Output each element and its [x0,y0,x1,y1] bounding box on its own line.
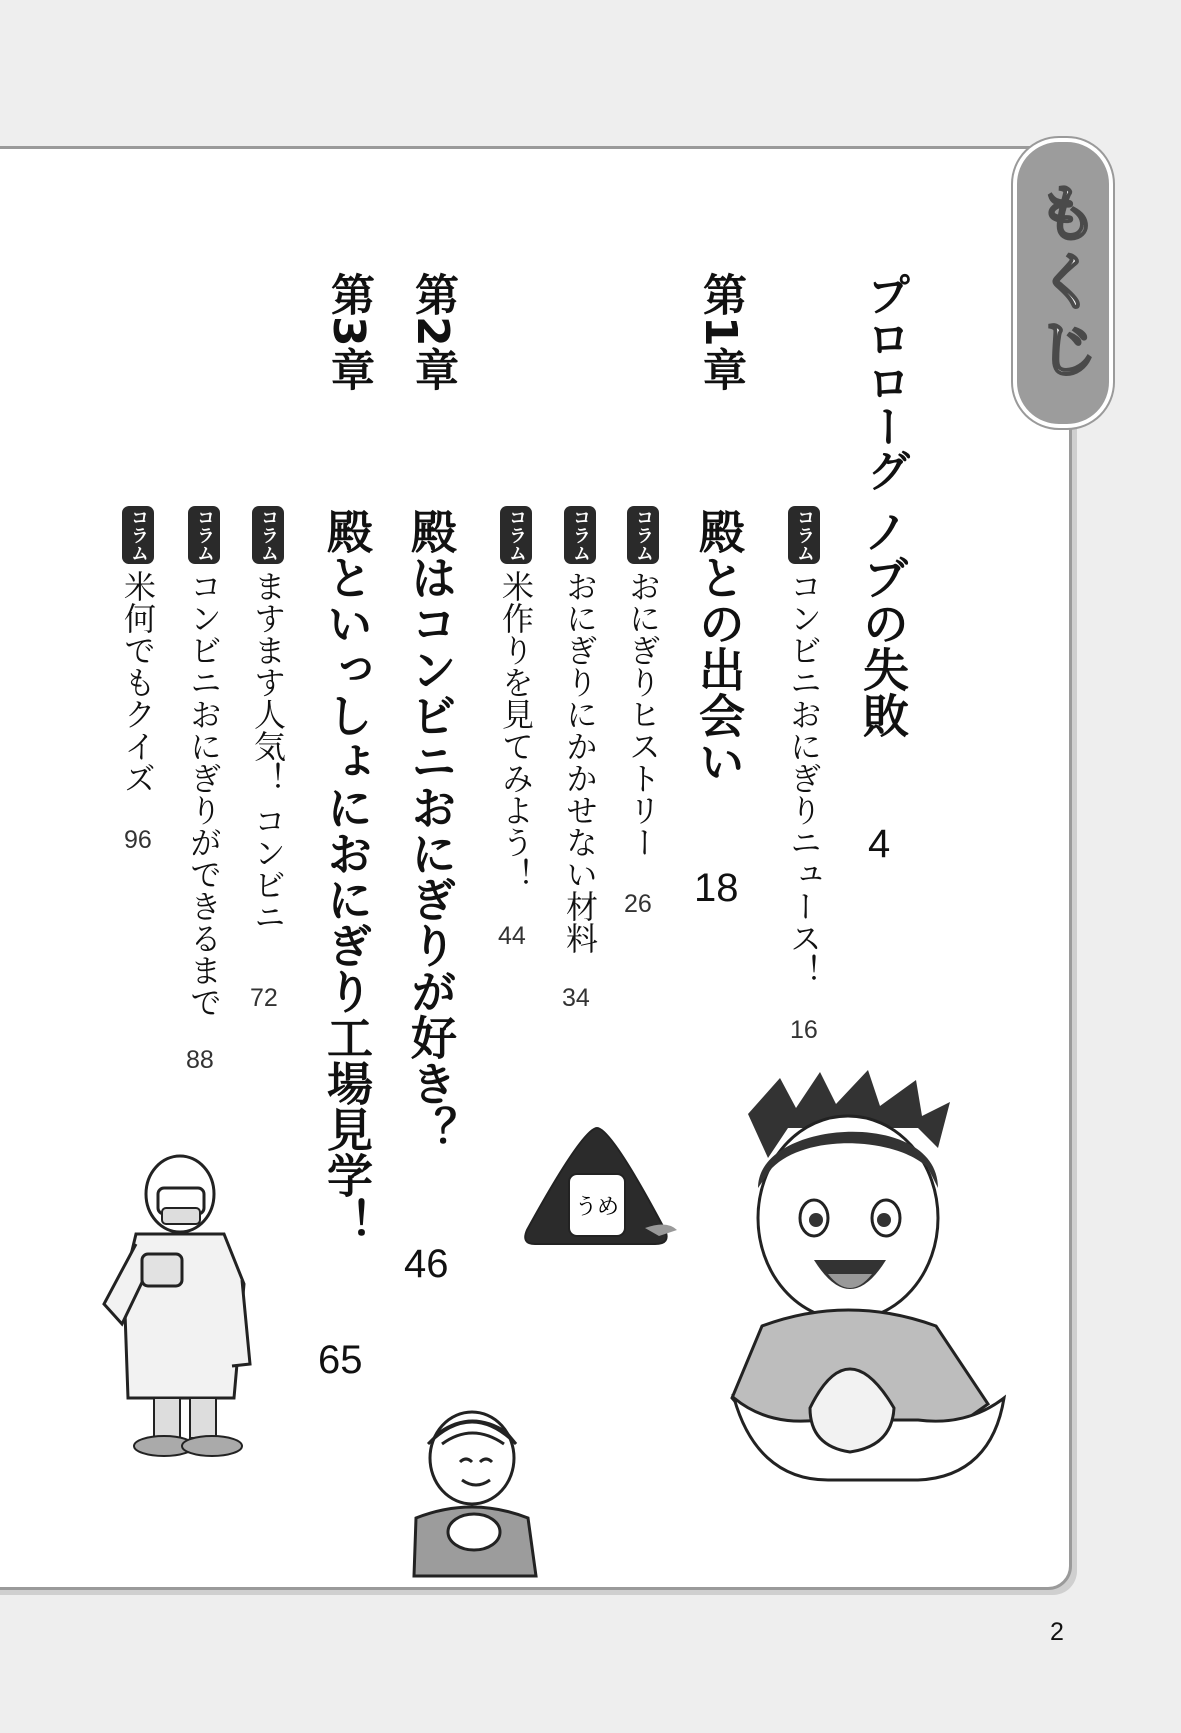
column-page: 26 [624,890,652,918]
onigiri-label: うめ [574,1195,620,1220]
column-item[interactable]: 米何でもクイズ [119,570,157,794]
factory-worker-illustration [102,1152,274,1462]
column-item[interactable]: 米作りを見てみよう！ [497,570,535,890]
column-badge: コラム [122,506,154,564]
chapter1-title[interactable]: 殿との出会い [692,508,746,784]
prologue-label: プロローグ [859,272,910,492]
prologue-page: 4 [868,822,891,866]
column-page: 44 [498,922,526,950]
prologue-title[interactable]: ノブの失敗 [856,508,910,738]
chapter2-label: 第2章 [407,272,458,391]
column-badge: コラム [188,506,220,564]
boy-holding-onigiri-illustration [718,1068,1018,1580]
chapter3-title[interactable]: 殿といっしょにおにぎり工場見学！ [320,508,374,1244]
column-badge: コラム [788,506,820,564]
column-page: 96 [124,826,152,854]
column-page: 88 [186,1046,214,1074]
column-page: 16 [790,1016,818,1044]
chapter2-title[interactable]: 殿はコンビニおにぎりが好き？ [404,508,458,1152]
toc-title-badge [1013,138,1113,428]
chapter3-page: 65 [318,1338,363,1382]
column-page: 72 [250,984,278,1012]
toc-title: もくじ [1026,181,1100,385]
column-item[interactable]: コンビニおにぎりニュース！ [785,570,823,986]
chapter3-label: 第3章 [323,272,374,391]
column-badge: コラム [627,506,659,564]
onigiri-illustration [515,1122,679,1254]
chapter1-label: 第1章 [695,272,746,391]
column-item[interactable]: コンビニおにぎりができるまで [185,570,223,1018]
page-number: 2 [1050,1618,1064,1646]
column-badge: コラム [500,506,532,564]
chapter2-page: 46 [404,1242,449,1286]
chapter1-page: 18 [694,866,739,910]
column-badge: コラム [252,506,284,564]
column-item[interactable]: おにぎりにかかせない材料 [561,570,599,954]
column-item[interactable]: ますます人気！ コンビニ [249,570,287,933]
column-item[interactable]: おにぎりヒストリー [624,570,662,858]
rice-ball-maker-illustration [412,1400,552,1582]
column-badge: コラム [564,506,596,564]
column-page: 34 [562,984,590,1012]
